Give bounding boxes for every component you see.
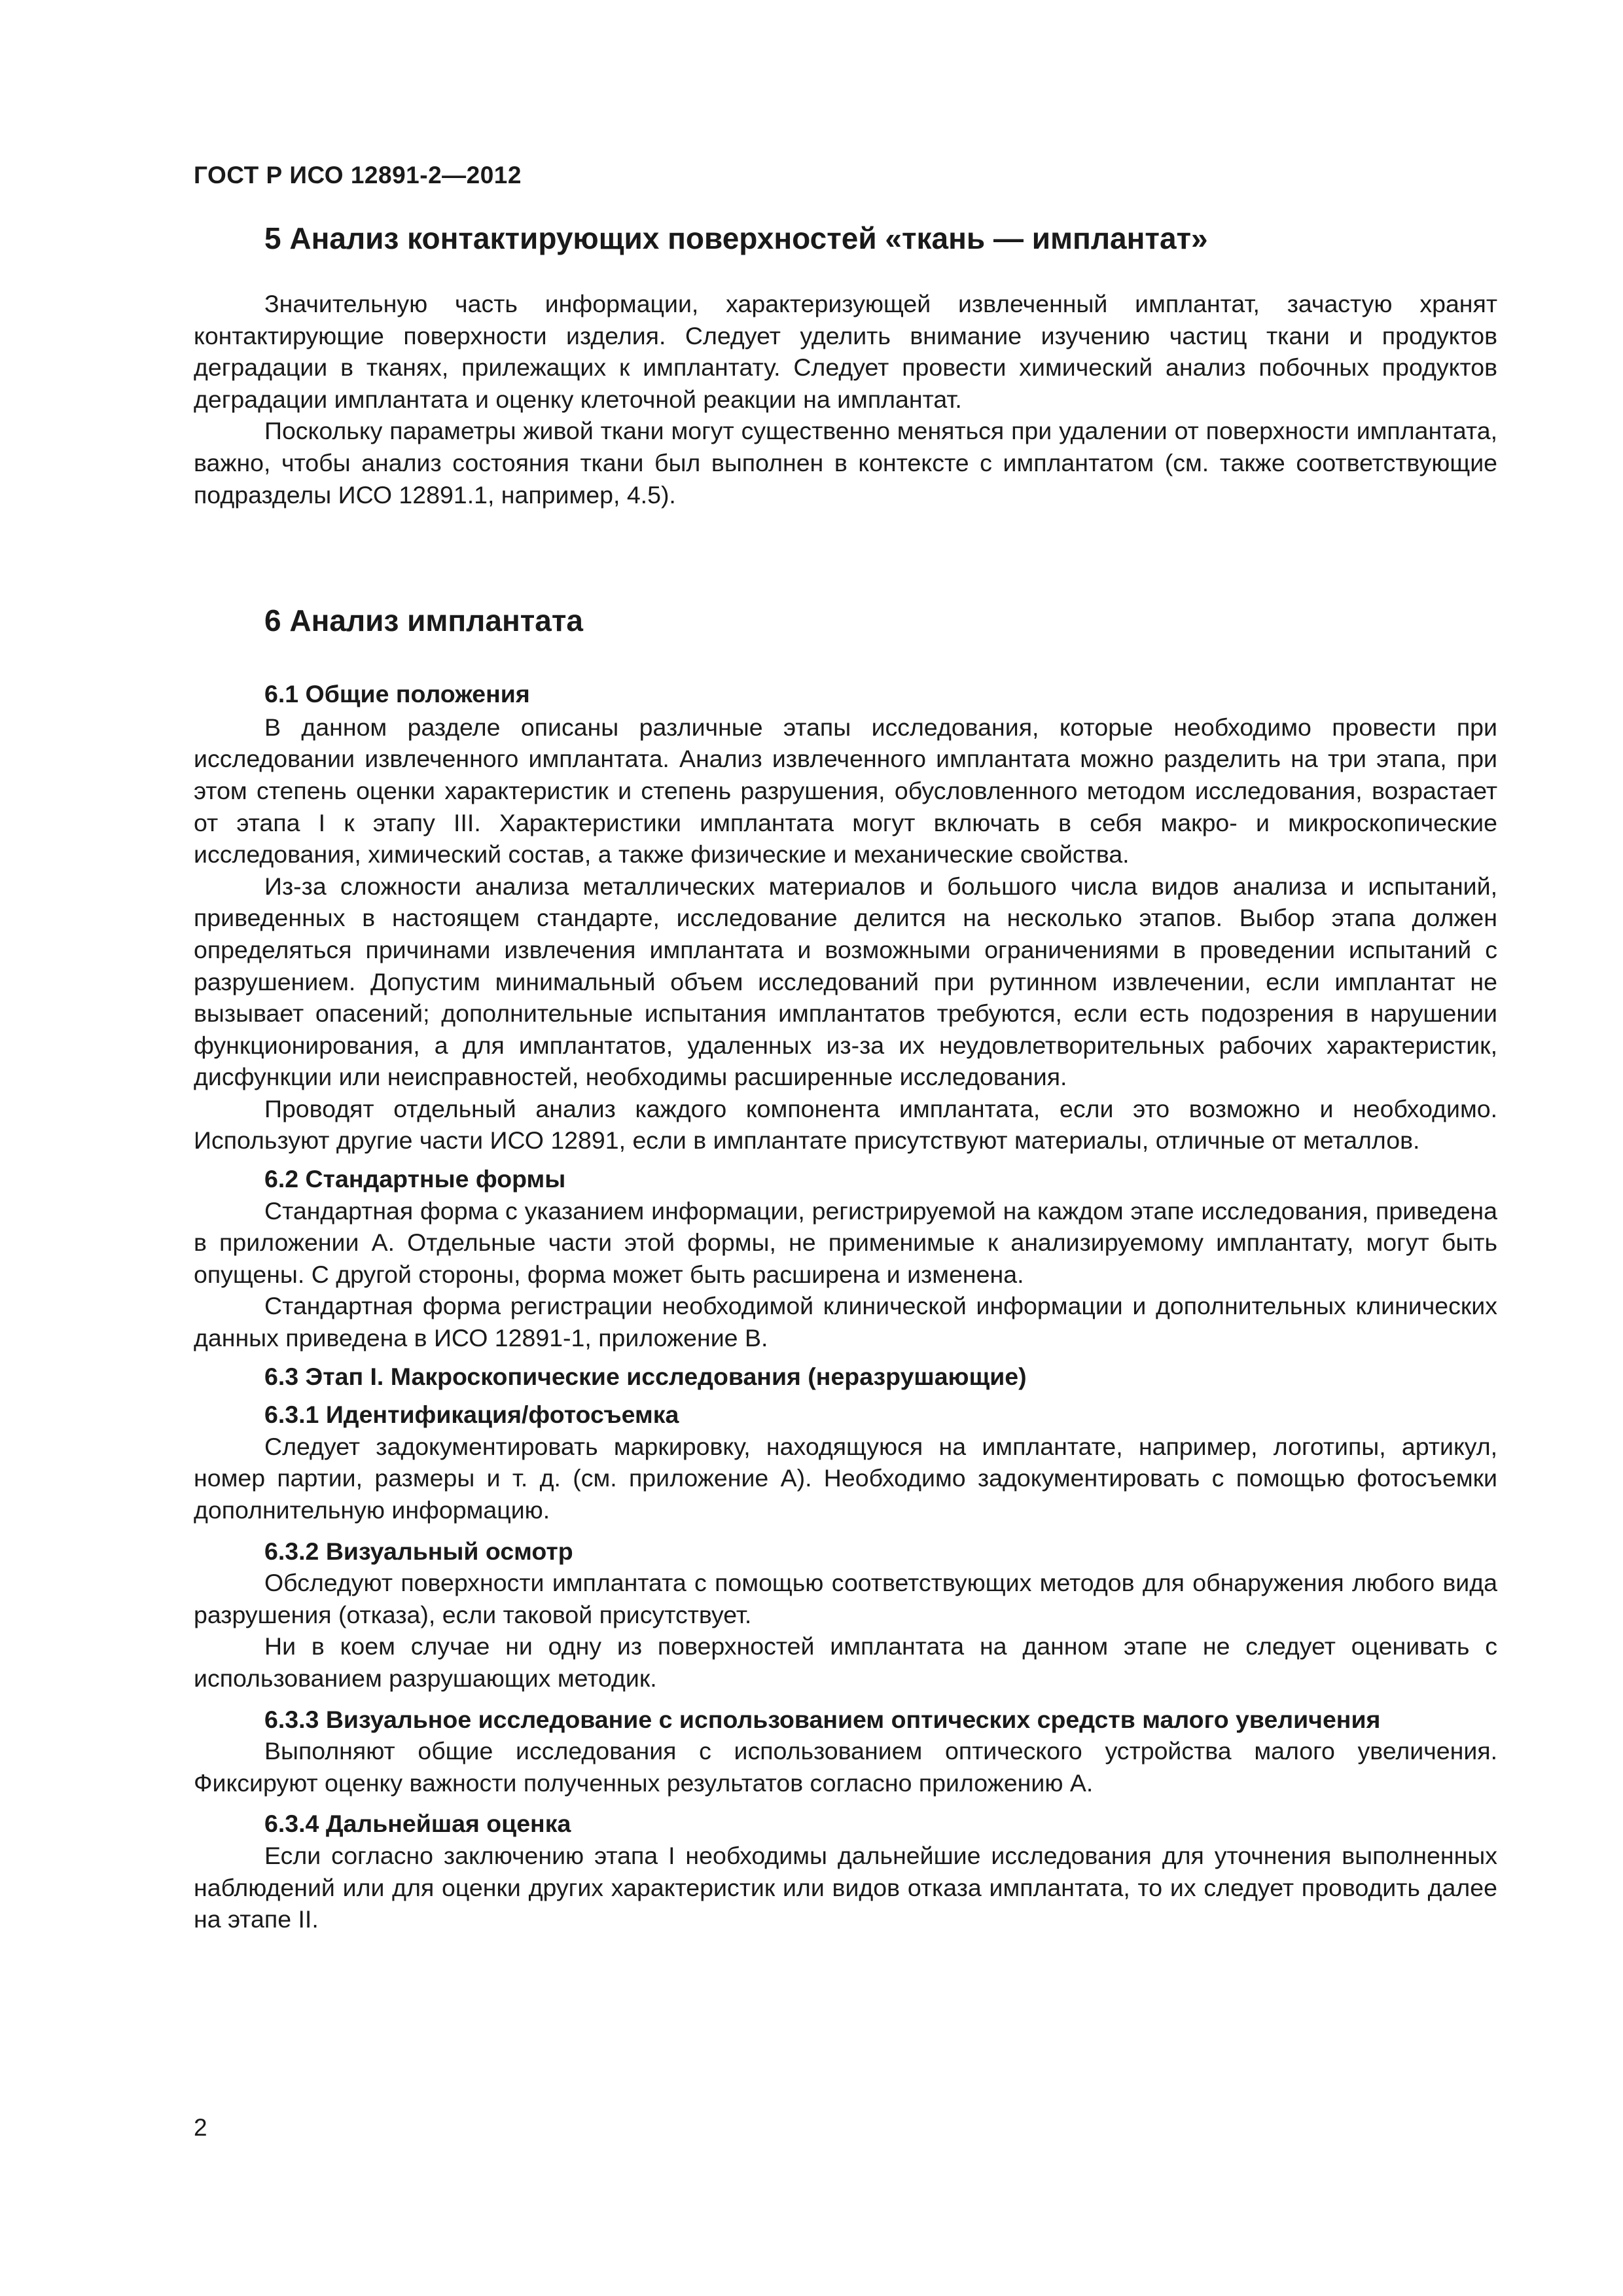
section-5-paragraph-1: Значительную часть информации, характеризующей извлеченный имплантат, зачастую хранят контактирующие поверхности изделия. Следует уделить внимание изучению частиц ткани и продуктов деградации в тканях, прилежащих к имплантату. Следует провести химический анализ побочных продуктов деградации имплантата и оценку клеточной реакции на имплантат. (194, 290, 1497, 413)
section-6-1-heading: 6.1 Общие положения (264, 680, 530, 708)
section-6-3-2-paragraph-2: Ни в коем случае ни одну из поверхностей имплантата на данном этапе не следует оценивать с использованием разрушающих методик. (194, 1632, 1497, 1692)
section-6-3-heading: 6.3 Этап I. Макроскопические исследования (неразрушающие) (264, 1362, 1027, 1390)
document-body (194, 220, 1497, 1935)
section-5-heading: 5 Анализ контактирующих поверхностей «ткань — имплантат» (264, 221, 1208, 255)
section-6-3-1-heading: 6.3.1 Идентификация/фотосъемка (264, 1401, 679, 1429)
section-6-1-paragraph-2: Из-за сложности анализа металлических материалов и большого числа видов анализа и испытаний, приведенных в настоящем стандарте, исследование делится на несколько этапов. Выбор этапа должен определяться причинами извлечения имплантата и возможными ограничениями в проведении испытаний с разрушением. Допустим минимальный объем исследований при рутинном извлечении, если имплантат не вызывает опасений; дополнительные испытания имплантатов требуются, если есть подозрения в нарушении функционирования, а для имплантатов, удаленных из-за их неудовлетворительных рабочих характеристик, дисфункции или неисправностей, необходимы расширенные исследования. (194, 872, 1497, 1091)
document-header: ГОСТ Р ИСО 12891-2—2012 (194, 162, 522, 188)
section-6-3-2-paragraph-1: Обследуют поверхности имплантата с помощью соответствующих методов для обнаружения любого вида разрушения (отказа), если таковой присутствует. (194, 1569, 1497, 1628)
section-5-paragraph-2: Поскольку параметры живой ткани могут существенно меняться при удалении от поверхности имплантата, важно, чтобы анализ состояния ткани был выполнен в контексте с имплантатом (см. также соответствующие подразделы ИСО 12891.1, например, 4.5). (194, 417, 1497, 509)
section-6-3-4-paragraph-1: Если согласно заключению этапа I необходимы дальнейшие исследования для уточнения выполненных наблюдений или для оценки других характеристик или видов отказа имплантата, то их следует проводить далее на этапе II. (194, 1841, 1497, 1933)
section-6-2-heading: 6.2 Стандартные формы (264, 1165, 566, 1193)
page-number: 2 (194, 2114, 207, 2141)
section-6-3-2-heading: 6.3.2 Визуальный осмотр (264, 1537, 573, 1565)
section-6-3-3-heading: 6.3.3 Визуальное исследование с использованием оптических средств малого увеличения (264, 1705, 1381, 1733)
section-6-1-paragraph-1: В данном разделе описаны различные этапы исследования, которые необходимо провести при исследовании извлеченного имплантата. Анализ извлеченного имплантата можно разделить на три этапа, при этом степень оценки характеристик и степень разрушения, обусловленного методом исследования, возрастает от этапа I к этапу III. Характеристики имплантата могут включать в себя макро- и микроскопические исследования, химический состав, а также физические и механические свойства. (194, 713, 1497, 869)
section-6-2-paragraph-1: Стандартная форма с указанием информации, регистрируемой на каждом этапе исследования, приведена в приложении А. Отдельные части этой формы, не применимые к анализируемому имплантату, могут быть опущены. С другой стороны, форма может быть расширена и изменена. (194, 1196, 1497, 1288)
section-6-1-paragraph-3: Проводят отдельный анализ каждого компонента имплантата, если это возможно и необходимо. Используют другие части ИСО 12891, если в имплантате присутствуют материалы, отличные от металлов. (194, 1094, 1497, 1155)
section-6-2-paragraph-2: Стандартная форма регистрации необходимой клинической информации и дополнительных клинических данных приведена в ИСО 12891-1, приложение В. (194, 1292, 1497, 1352)
section-6-3-1-paragraph-1: Следует задокументировать маркировку, находящуюся на имплантате, например, логотипы, артикул, номер партии, размеры и т. д. (см. приложение А). Необходимо задокументировать с помощью фотосъемки дополнительную информацию. (194, 1432, 1497, 1524)
section-6-3-3-paragraph-1: Выполняют общие исследования с использованием оптического устройства малого увеличения. Фиксируют оценку важности полученных результатов согласно приложению А. (194, 1737, 1497, 1797)
section-6-heading: 6 Анализ имплантата (264, 603, 583, 638)
section-6-3-4-heading: 6.3.4 Дальнейшая оценка (264, 1810, 571, 1838)
